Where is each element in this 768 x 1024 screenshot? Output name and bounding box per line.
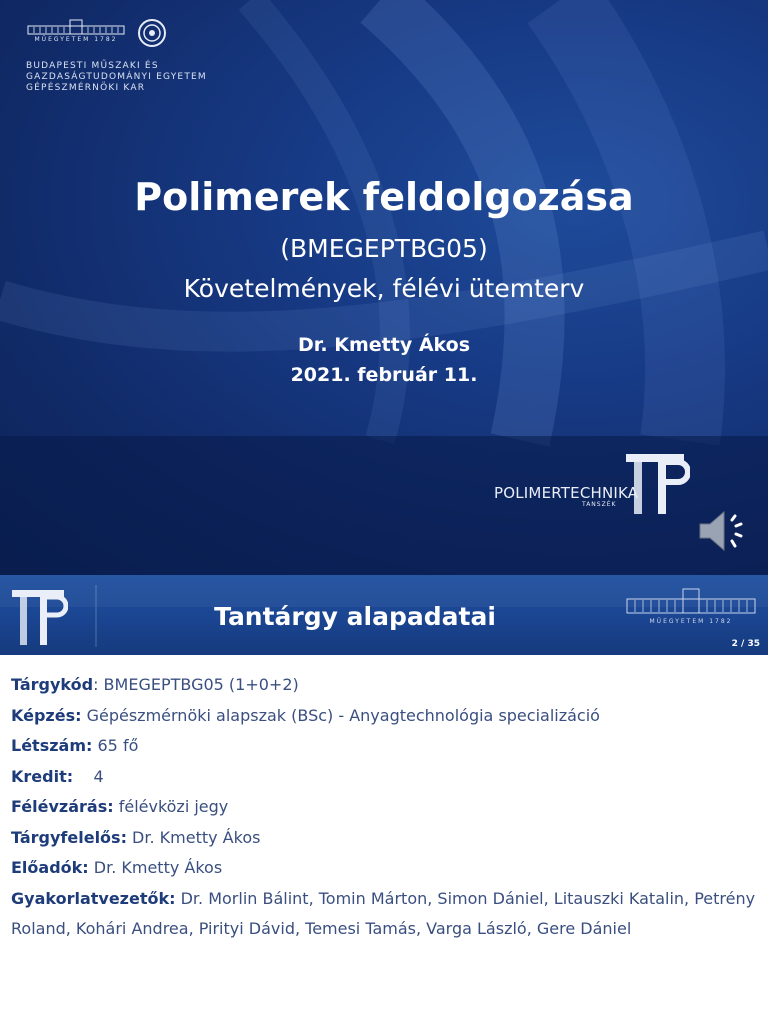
course-info-slide — [0, 575, 768, 1024]
detail-value: Gépészmérnöki alapszak (BSc) - Anyagtechnológia specializáció — [81, 705, 600, 725]
detail-row — [11, 792, 761, 823]
university-name — [26, 61, 286, 94]
page-number: 2 / 35 — [731, 639, 760, 649]
polimertechnika-logo-icon — [620, 448, 690, 518]
course-details — [11, 670, 761, 945]
detail-value: : BMEGEPTBG05 (1+0+2) — [93, 675, 299, 694]
detail-value: 65 fő — [92, 736, 139, 755]
detail-label: Tárgykód — [11, 675, 94, 694]
detail-row — [11, 701, 761, 732]
detail-row — [11, 670, 761, 701]
detail-value: 4 — [73, 766, 104, 786]
detail-label: Tárgyfelelős: — [11, 827, 127, 847]
detail-row — [11, 823, 761, 854]
detail-label: Félévzárás: — [11, 797, 114, 816]
detail-row — [11, 731, 761, 762]
detail-label: Előadók: — [11, 858, 89, 877]
detail-value: félévközi jegy — [113, 797, 229, 816]
logo-caption: MŰEGYETEM 1782 — [649, 618, 733, 625]
detail-row — [11, 853, 761, 884]
author: Dr. Kmetty Ákos — [297, 334, 471, 356]
department-subtitle: TANSZÉK — [582, 501, 617, 508]
detail-label: Képzés: — [11, 705, 82, 725]
detail-value: Dr. Kmetty Ákos — [126, 827, 261, 847]
detail-label: Létszám: — [11, 736, 93, 755]
detail-row — [11, 762, 761, 793]
speaker-icon[interactable] — [696, 506, 748, 556]
presentation-date: 2021. február 11. — [290, 364, 478, 386]
university-name-line: GÉPÉSZMÉRNÖKI KAR — [26, 83, 146, 93]
instructors-value: Dr. Morlin Bálint, Tomin Márton, Simon Dániel, Litauszki Katalin, Petrény Roland, Kohári Andrea, Pirityi Dávid, Temesi Tamás, Varga László, Gere Dániel — [11, 888, 756, 938]
logo-caption: MŰEGYETEM 1782 — [34, 36, 118, 43]
instructors-row — [11, 884, 761, 945]
department-name: POLIMERTECHNIKA — [494, 484, 639, 502]
instructors-label: Gyakorlatvezetők: — [11, 888, 176, 908]
university-name-line: BUDAPESTI MŰSZAKI ÉS — [26, 61, 159, 71]
slide-title: Tantárgy alapadatai — [214, 602, 496, 631]
university-seal-icon — [137, 18, 167, 48]
slide-header — [0, 575, 768, 655]
university-name-line: GAZDASÁGTUDOMÁNYI EGYETEM — [26, 72, 207, 82]
detail-label: Kredit: — [11, 766, 74, 786]
detail-value: Dr. Kmetty Ákos — [88, 858, 223, 877]
course-code: (BMEGEPTBG05) — [280, 234, 488, 263]
slide-title: Polimerek feldolgozása — [134, 175, 634, 219]
slide-subtitle: Követelmények, félévi ütemterv — [183, 274, 585, 303]
